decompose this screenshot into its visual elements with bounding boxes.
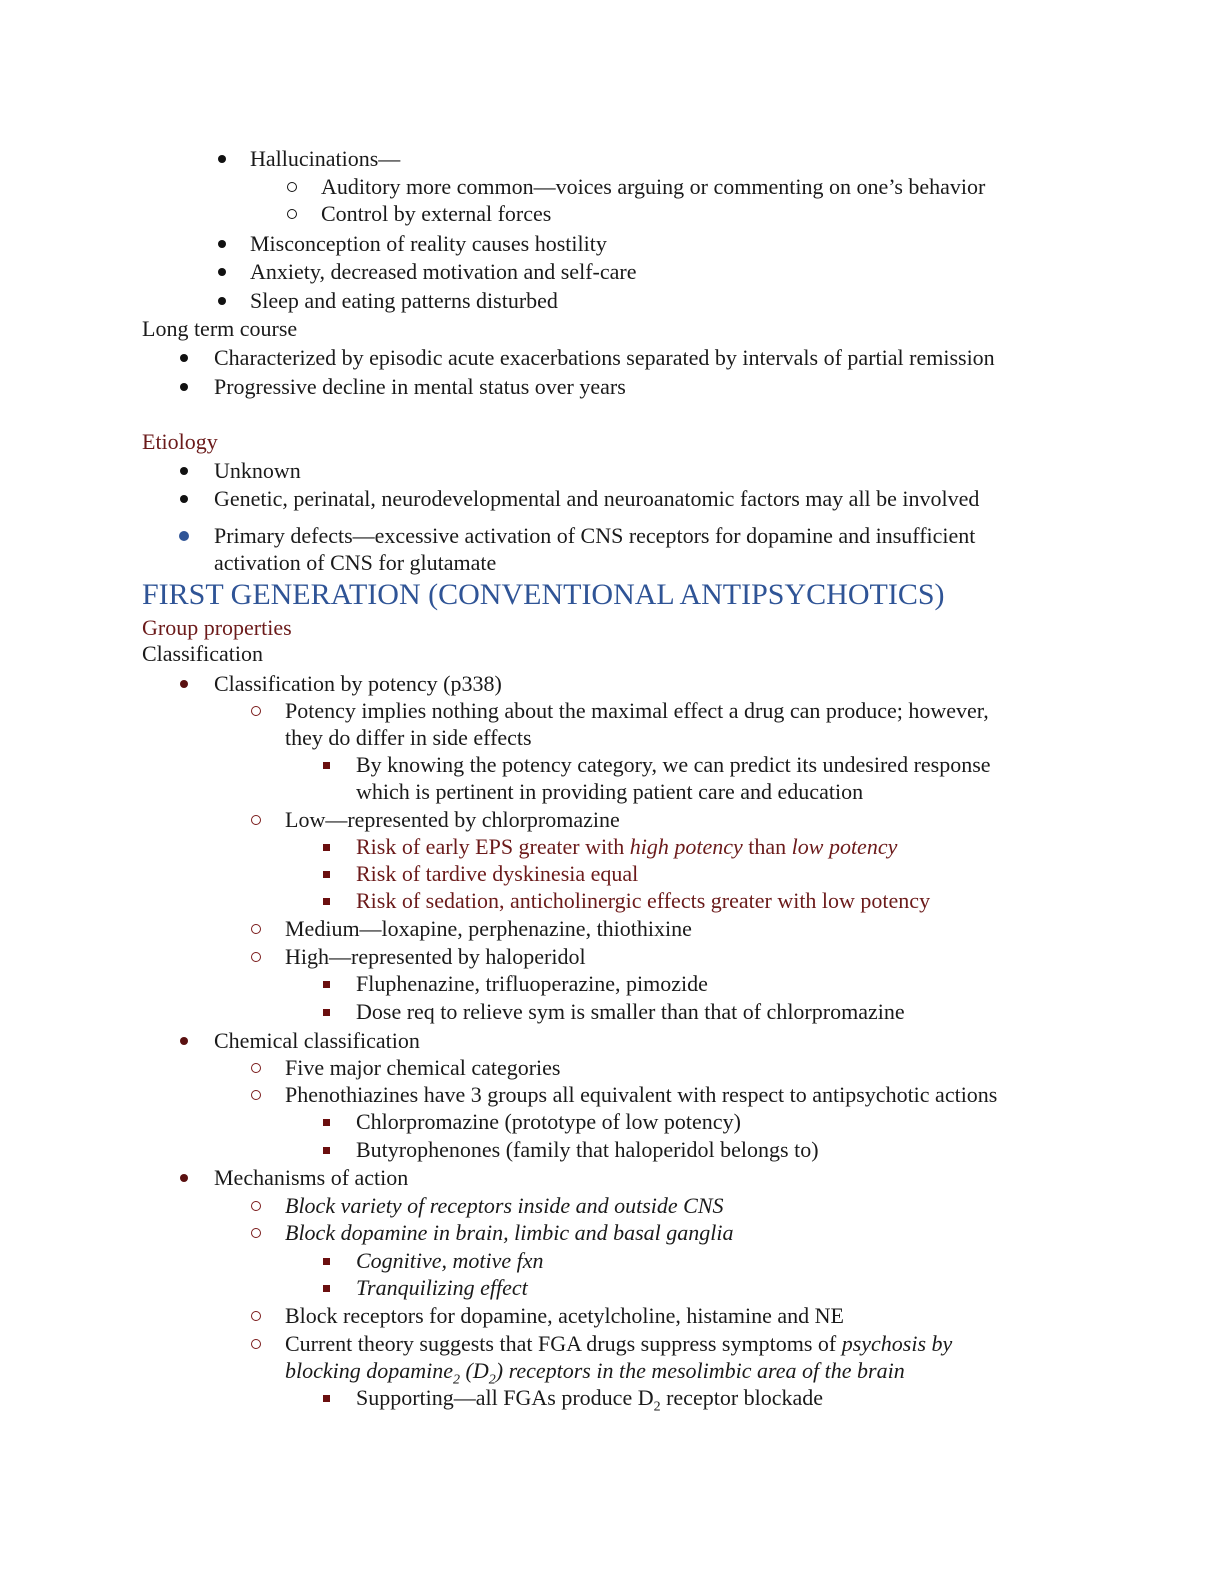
theory-italic: ) receptors in the mesolimbic area of the brain [495,1358,905,1383]
theory-italic: (D [460,1358,489,1383]
bullet-dot-icon [174,1165,194,1191]
theory-italic: blocking dopamine [285,1358,454,1383]
chemical-label: Chemical classification [214,1028,420,1053]
subscript: 2 [453,1372,461,1388]
bullet-circle-icon [246,807,266,833]
mechanisms-block-dopamine: Block dopamine in brain, limbic and basal ganglia [285,1220,734,1245]
potency-tardive: Risk of tardive dyskinesia equal [356,861,639,886]
bullet-circle-icon [246,1303,266,1329]
bullet-dot-icon [174,345,194,371]
symptom-item: Misconception of reality causes hostility [250,231,607,256]
bullet-square-icon [316,1109,336,1135]
subscript: 2 [653,1399,661,1415]
symptom-item: Sleep and eating patterns disturbed [250,288,558,313]
hallucinations-sub-2: Control by external forces [321,201,552,226]
potency-label: Classification by potency (p338) [214,671,502,696]
subscript: 2 [488,1372,496,1388]
eps-low-potency: low potency [791,834,898,859]
bullet-square-icon [316,888,336,914]
bullet-dot-icon [174,458,194,484]
chemical-five: Five major chemical categories [285,1055,561,1080]
chemical-chlor: Chlorpromazine (prototype of low potency) [356,1109,741,1134]
bullet-dot-icon [174,374,194,400]
etiology-item: Genetic, perinatal, neurodevelopmental and neuroanatomic factors may all be involved [214,486,980,511]
bullet-circle-icon [246,1220,266,1246]
heading-text: Long term course [142,316,298,341]
potency-medium: Medium—loxapine, perphenazine, thiothixine [285,916,692,941]
mechanisms-supporting [356,1385,824,1415]
etiology-item: Unknown [214,458,301,483]
bullet-circle-icon [246,1331,266,1357]
chemical-butyro: Butyrophenones (family that haloperidol belongs to) [356,1137,819,1162]
bullet-square-icon [316,861,336,887]
potency-eps [356,834,897,860]
eps-text: than [742,834,792,859]
long-term-item: Progressive decline in mental status over years [214,374,626,399]
bullet-dot-icon [212,231,232,257]
bullet-dot-icon [174,671,194,697]
mechanisms-block-variety: Block variety of receptors inside and outside CNS [285,1193,724,1218]
bullet-circle-icon [246,1193,266,1219]
hallucinations-sub-1: Auditory more common—voices arguing or commenting on one’s behavior [321,174,986,199]
supporting-text: Supporting—all FGAs produce D [356,1385,654,1410]
etiology-primary-line-1: Primary defects—excessive activation of CNS receptors for dopamine and insufficient [214,523,976,548]
bullet-square-icon [316,1385,336,1411]
bullet-square-icon [316,1137,336,1163]
bullet-dot-icon [174,1028,194,1054]
mechanisms-cognitive: Cognitive, motive fxn [356,1248,544,1273]
mechanisms-theory-line-2 [285,1358,905,1388]
bullet-circle-icon [246,1082,266,1108]
supporting-text: receptor blockade [660,1385,824,1410]
potency-implies-line-2: they do differ in side effects [285,725,532,750]
etiology-primary-line-2: activation of CNS for glutamate [214,550,497,575]
bullet-dot-icon [212,146,232,172]
bullet-dot-icon [212,288,232,314]
potency-dose: Dose req to relieve sym is smaller than that of chlorpromazine [356,999,905,1024]
bullet-circle-icon [246,916,266,942]
bullet-square-icon [316,1248,336,1274]
mechanisms-tranq: Tranquilizing effect [356,1275,528,1300]
mechanisms-block-receptors: Block receptors for dopamine, acetylcholine, histamine and NE [285,1303,844,1328]
bullet-square-icon [316,971,336,997]
bullet-circle-icon [246,698,266,724]
potency-high-drugs: Fluphenazine, trifluoperazine, pimozide [356,971,708,996]
bullet-circle-icon [246,1055,266,1081]
mechanisms-theory-line-1 [285,1331,952,1357]
bullet-square-icon [316,999,336,1025]
potency-implies-line-1: Potency implies nothing about the maximal effect a drug can produce; however, [285,698,989,723]
symptom-item: Anxiety, decreased motivation and self-care [250,259,637,284]
chemical-pheno: Phenothiazines have 3 groups all equivalent with respect to antipsychotic actions [285,1082,998,1107]
potency-high: High—represented by haloperidol [285,944,586,969]
long-term-item: Characterized by episodic acute exacerbations separated by intervals of partial remission [214,345,995,370]
hallucinations-label: Hallucinations— [250,146,401,171]
heading-text: Etiology [142,429,218,454]
bullet-dot-icon [174,486,194,512]
bullet-square-icon [316,834,336,860]
potency-knowing-line-1: By knowing the potency category, we can predict its undesired response [356,752,991,777]
heading-text: Group properties [142,615,292,640]
potency-low: Low—represented by chlorpromazine [285,807,620,832]
mechanisms-label: Mechanisms of action [214,1165,409,1190]
bullet-blue-dot-icon [174,523,194,549]
bullet-circle-icon [282,174,302,200]
eps-text: Risk of early EPS greater with [356,834,630,859]
eps-high-potency: high potency [629,834,743,859]
bullet-square-icon [316,752,336,778]
theory-italic: psychosis by [841,1331,953,1356]
bullet-circle-icon [246,944,266,970]
potency-knowing-line-2: which is pertinent in providing patient care and education [356,779,864,804]
bullet-circle-icon [282,201,302,227]
heading-text: Classification [142,641,263,666]
potency-sedation: Risk of sedation, anticholinergic effects greater with low potency [356,888,931,913]
theory-text: Current theory suggests that FGA drugs suppress symptoms of [285,1331,842,1356]
section-title-text: FIRST GENERATION (CONVENTIONAL ANTIPSYCHOTICS) [142,578,945,611]
bullet-dot-icon [212,259,232,285]
bullet-square-icon [316,1275,336,1301]
